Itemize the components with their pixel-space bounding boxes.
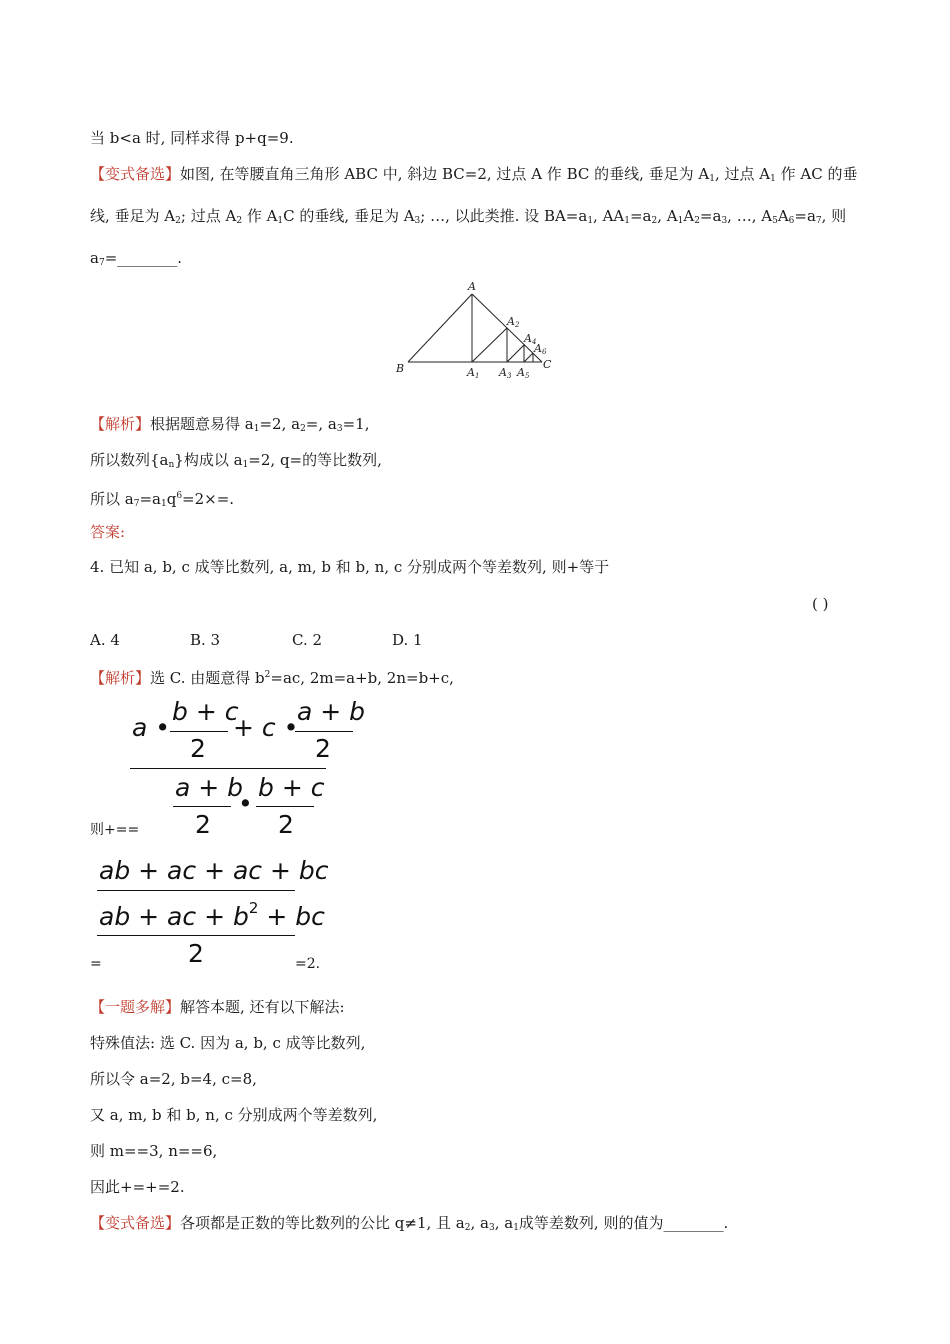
label-A2: A2 xyxy=(507,315,520,329)
variant-problem-line-1: 【变式备选】如图, 在等腰直角三角形 ABC 中, 斜边 BC=2, 过点 A 作 BC 的垂线, 垂足为 $A_1$, 过点 $A_1$ 作 AC 的垂 xyxy=(90,165,858,184)
option-d: D. 1 xyxy=(392,631,423,649)
alt-line-4: 则 m==3, n==6, xyxy=(90,1142,218,1160)
label-A: A xyxy=(468,280,476,293)
solution4-tag: 【解析】 xyxy=(90,669,151,687)
solution4-eq2: =2. xyxy=(295,956,321,972)
segment-A3A4 xyxy=(507,345,524,362)
segment-A5A6 xyxy=(524,353,533,362)
variant-problem-line-3: $a_7=\_\_\_\_\_\_\_\_$. xyxy=(90,249,183,268)
label-A3: A3 xyxy=(499,366,512,380)
segment-BA xyxy=(408,294,472,362)
question-stem: 4. 已知 a, b, c 成等比数列, a, m, b 和 b, n, c 分别成两个等差数列, 则+等于 xyxy=(90,558,610,576)
alt-tag: 【一题多解】 xyxy=(90,998,181,1016)
label-A1: A1 xyxy=(467,366,480,380)
alt-line-3: 又 a, m, b 和 b, n, c 分别成两个等差数列, xyxy=(90,1106,378,1124)
triangle-figure xyxy=(390,278,560,380)
solution4-line-1: 【解析】选 C. 由题意得 $b^2=ac$, 2m=a+b, 2n=b+c, xyxy=(90,669,454,687)
label-A5: A5 xyxy=(517,366,530,380)
option-b: B. 3 xyxy=(190,631,221,649)
label-A4: A4 xyxy=(524,332,537,346)
variant2-tag: 【变式备选】 xyxy=(90,1214,181,1232)
text-line: 当 b<a 时, 同样求得 p+q=9. xyxy=(90,129,294,147)
alt-line-2: 所以令 a=2, b=4, c=8, xyxy=(90,1070,257,1088)
answer-parentheses: ( ) xyxy=(812,595,829,613)
solution4-eq1: = xyxy=(90,956,102,972)
solution-tag: 【解析】 xyxy=(90,415,151,433)
solution-line-3: 所以 $a_7=a_1q^6=2\times=$. xyxy=(90,490,235,509)
option-c: C. 2 xyxy=(292,631,323,649)
solution-line-2: 所以数列$\{a_n\}$构成以 $a_1=2$, q=的等比数列, xyxy=(90,451,382,470)
variant-tag: 【变式备选】 xyxy=(90,165,181,183)
label-A6: A6 xyxy=(534,342,547,356)
answer-label: 答案: xyxy=(90,523,126,541)
segment-A1A2 xyxy=(472,328,507,362)
solution4-then: 则+== xyxy=(90,822,140,838)
alt-line-1: 特殊值法: 选 C. 因为 a, b, c 成等比数列, xyxy=(90,1034,366,1052)
variant2-line: 【变式备选】各项都是正数的等比数列的公比 q≠1, 且 $a_2$, $a_3$, $a_1$成等差数列, 则的值为________. xyxy=(90,1214,729,1233)
alt-intro: 【一题多解】解答本题, 还有以下解法: xyxy=(90,998,345,1016)
variant-problem-line-2: 线, 垂足为 $A_2$; 过点 $A_2$ 作 $A_1C$ 的垂线, 垂足为 $A_3$; …, 以此类推. 设 $BA=a_1$, $AA_1=a_2$, $A_1A_2=a_3$, …, $A_5A_6=a_7$, 则 xyxy=(90,207,847,226)
alt-line-5: 因此+=+=2. xyxy=(90,1178,185,1196)
label-B: B xyxy=(396,362,405,375)
label-C: C xyxy=(543,358,552,371)
option-a: A. 4 xyxy=(90,631,120,649)
solution-line-1: 【解析】根据题意易得 $a_1=2$, $a_2=$, $a_3=1$, xyxy=(90,415,370,434)
